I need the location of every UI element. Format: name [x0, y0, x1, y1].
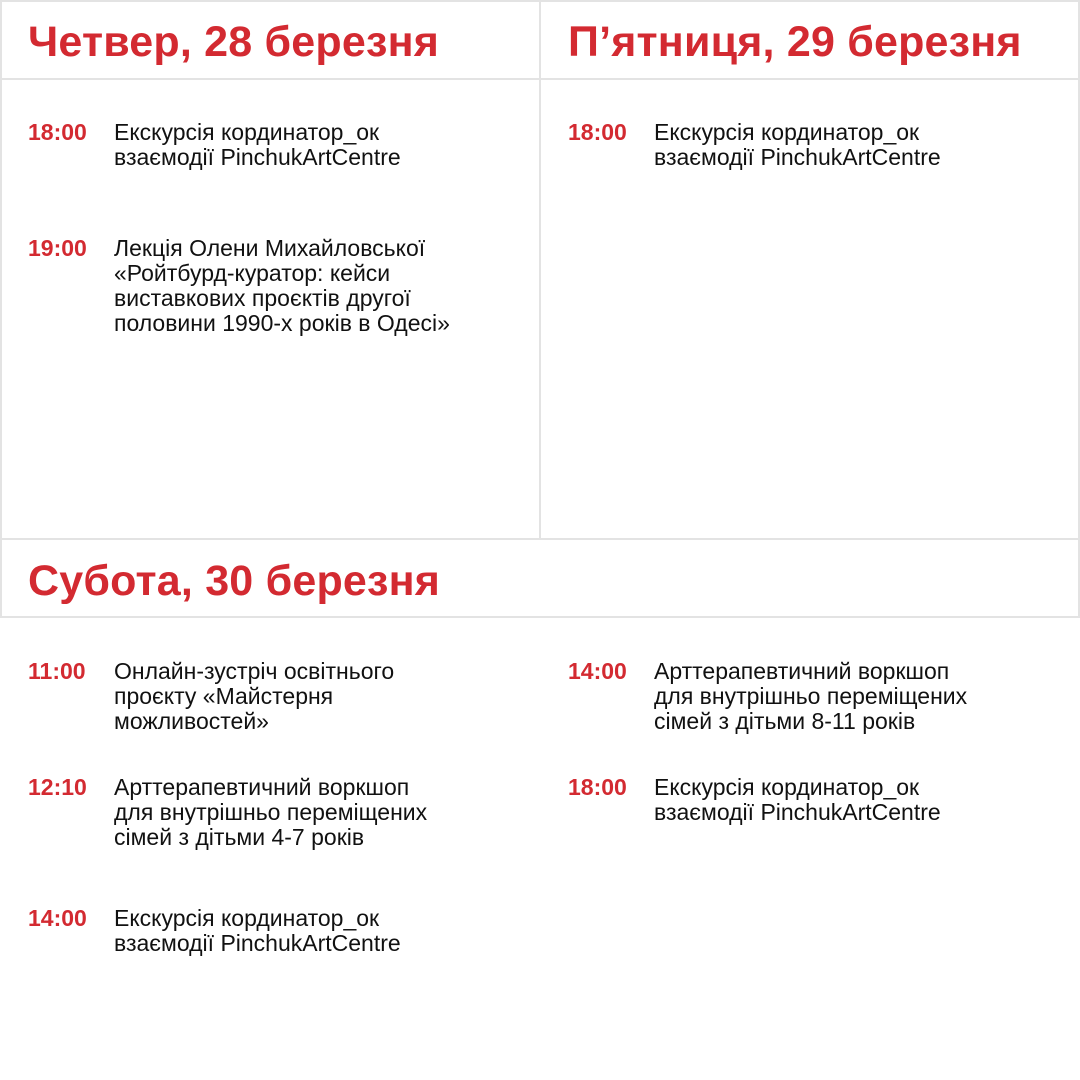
event-item [28, 659, 528, 734]
event-time: 11:00 [28, 658, 86, 684]
event-time: 12:10 [28, 774, 87, 800]
day-title-saturday: Субота, 30 березня [28, 557, 441, 605]
event-title: Лекція Олени Михайловської «Ройтбурд-куратор: кейси виставкових проєктів другої половини 1990-х років в Одесі» [114, 235, 450, 336]
event-title: Екскурсія кординатор_ок взаємодії PinchukArtCentre [114, 905, 401, 956]
event-time: 14:00 [28, 905, 87, 931]
event-item [568, 120, 1068, 170]
section-divider [0, 538, 1080, 540]
column-divider [539, 0, 541, 539]
day-title-thursday: Четвер, 28 березня [28, 18, 440, 66]
event-item [28, 906, 528, 956]
event-item [568, 659, 1068, 734]
event-time: 18:00 [568, 774, 627, 800]
left-border [0, 0, 2, 618]
day-title-friday: П’ятниця, 29 березня [568, 18, 1022, 66]
event-title: Арттерапевтичний воркшоп для внутрішньо переміщених сімей з дітьми 4-7 років [114, 774, 428, 850]
event-time: 14:00 [568, 658, 627, 684]
header-divider-bottom [0, 616, 1080, 618]
event-item [28, 236, 528, 336]
event-title: Онлайн-зустріч освітнього проєкту «Майстерня можливостей» [114, 658, 395, 734]
event-time: 18:00 [568, 119, 627, 145]
event-time: 19:00 [28, 235, 87, 261]
event-title: Екскурсія кординатор_ок взаємодії PinchukArtCentre [654, 119, 941, 170]
event-time: 18:00 [28, 119, 87, 145]
event-item [28, 775, 528, 850]
event-title: Екскурсія кординатор_ок взаємодії PinchukArtCentre [654, 774, 941, 825]
event-title: Екскурсія кординатор_ок взаємодії PinchukArtCentre [114, 119, 401, 170]
event-item [568, 775, 1068, 825]
event-item [28, 120, 528, 170]
event-title: Арттерапевтичний воркшоп для внутрішньо переміщених сімей з дітьми 8-11 років [654, 658, 968, 734]
